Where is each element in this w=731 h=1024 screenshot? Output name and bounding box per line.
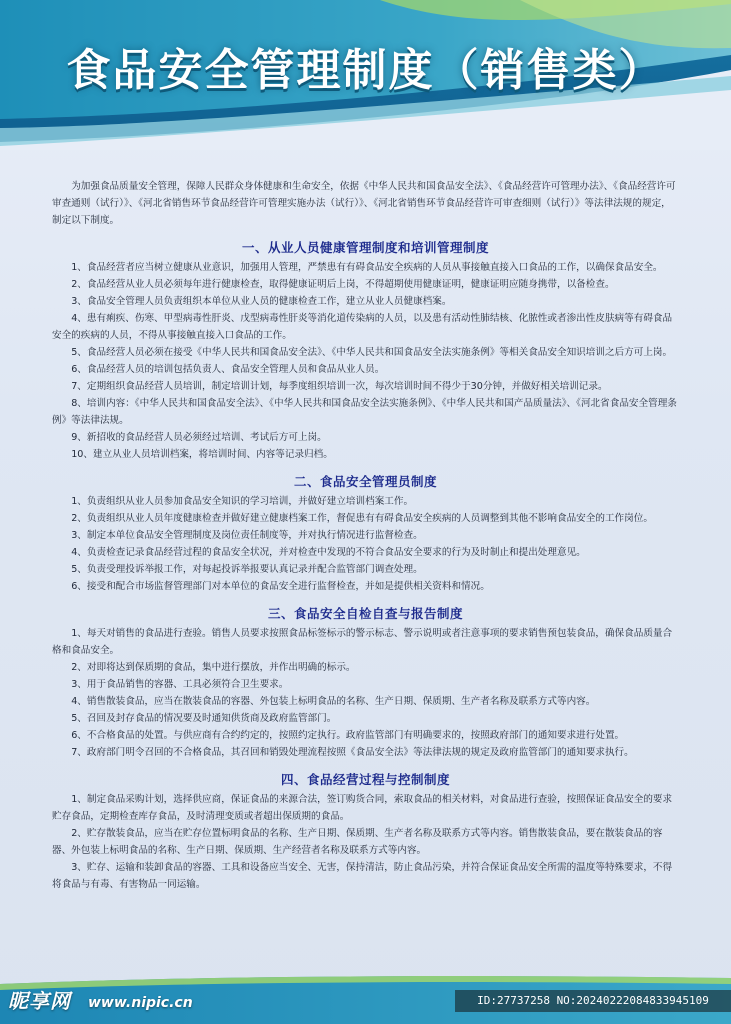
- section-2: [52, 473, 679, 595]
- section-heading: 四、食品经营过程与控制制度: [280, 772, 450, 787]
- section-item: 2、食品经营从业人员必须每年进行健康检查，取得健康证明后上岗，不得超期使用健康证明，健康证明应随身携带，以备检查。: [71, 279, 615, 290]
- section-item: 2、负责组织从业人员年度健康检查并做好建立健康档案工作，督促患有有碍食品安全疾病的人员调整到其他不影响食品安全的工作岗位。: [71, 513, 653, 524]
- section-item: 7、政府部门明令召回的不合格食品，其召回和销毁处理流程按照《食品安全法》等法律法规的规定及政府监管部门的通知要求执行。: [71, 747, 634, 758]
- header-banner: [0, 0, 731, 150]
- section-item: 1、制定食品采购计划，选择供应商，保证食品的来源合法，签订购货合同，索取食品的相关材料，对食品进行查验，按照保证食品安全的要求贮存食品，定期检查库存食品，及时清理变质或者超出保质期的食品。: [52, 794, 673, 822]
- section-3: [52, 605, 679, 761]
- watermark-id: ID:27737258 NO:20240222084833945109: [455, 990, 731, 1012]
- section-1: [52, 239, 679, 463]
- document-body: [52, 178, 679, 893]
- section-item: 3、用于食品销售的容器、工具必须符合卫生要求。: [71, 679, 289, 690]
- section-item: 4、患有痢疾、伤寒、甲型病毒性肝炎、戊型病毒性肝炎等消化道传染病的人员，以及患有活动性肺结核、化脓性或者渗出性皮肤病等有碍食品安全的疾病的人员，不得从事接触直接入口食品的工作。: [52, 313, 673, 341]
- footer-banner: [0, 964, 731, 1024]
- section-4: [52, 771, 679, 893]
- section-item: 1、每天对销售的食品进行查验。销售人员要求按照食品标签标示的警示标志、警示说明或者注意事项的要求销售预包装食品，确保食品质量合格和食品安全。: [52, 628, 673, 656]
- section-heading: 一、从业人员健康管理制度和培训管理制度: [241, 240, 489, 255]
- section-item: 4、销售散装食品，应当在散装食品的容器、外包装上标明食品的名称、生产日期、保质期、生产者名称及联系方式等内容。: [71, 696, 596, 707]
- section-item: 10、建立从业人员培训档案，将培训时间、内容等记录归档。: [71, 449, 333, 460]
- watermark-url: www.nipic.cn: [88, 995, 193, 1011]
- section-heading: 三、食品安全自检自查与报告制度: [267, 606, 463, 621]
- section-item: 1、负责组织从业人员参加食品安全知识的学习培训，并做好建立培训档案工作。: [71, 496, 414, 507]
- section-item: 5、负责受理投诉举报工作，对每起投诉举报要认真记录并配合监管部门调查处理。: [71, 564, 423, 575]
- section-item: 9、新招收的食品经营人员必须经过培训、考试后方可上岗。: [71, 432, 327, 443]
- section-item: 2、贮存散装食品，应当在贮存位置标明食品的名称、生产日期、保质期、生产者名称及联系方式等内容。销售散装食品，要在散装食品的容器、外包装上标明食品的名称、生产日期、保质期、生产经营者名称及联系方式等内容。: [52, 828, 663, 856]
- section-item: 6、不合格食品的处置。与供应商有合约约定的，按照约定执行。政府监管部门有明确要求的，按照政府部门的通知要求进行处置。: [71, 730, 625, 741]
- section-item: 3、制定本单位食品安全管理制度及岗位责任制度等，并对执行情况进行监督检查。: [71, 530, 423, 541]
- section-item: 6、食品经营人员的培训包括负责人、食品安全管理人员和食品从业人员。: [71, 364, 385, 375]
- section-item: 3、食品安全管理人员负责组织本单位从业人员的健康检查工作，建立从业人员健康档案。: [71, 296, 452, 307]
- section-item: 5、召回及封存食品的情况要及时通知供货商及政府监管部门。: [71, 713, 337, 724]
- section-heading: 二、食品安全管理员制度: [293, 474, 437, 489]
- section-item: 6、接受和配合市场监督管理部门对本单位的食品安全进行监督检查，并如是提供相关资料和情况。: [71, 581, 490, 592]
- section-item: 5、食品经营人员必须在接受《中华人民共和国食品安全法》、《中华人民共和国食品安全法实施条例》等相关食品安全知识培训之后方可上岗。: [71, 347, 673, 358]
- intro-paragraph: 为加强食品质量安全管理，保障人民群众身体健康和生命安全，依据《中华人民共和国食品安全法》、《食品经营许可管理办法》、《食品经营许可审查通则（试行）》、《河北省销售环节食品经营许可管理实施办法（试行）》、《河北省销售环节食品经营许可审查细则（试行）》等法律法规的规定，制定以下制度。: [52, 181, 676, 226]
- section-item: 8、培训内容：《中华人民共和国食品安全法》、《中华人民共和国食品安全法实施条例》、《中华人民共和国产品质量法》、《河北省食品安全管理条例》等法律法规。: [52, 398, 677, 426]
- section-item: 7、定期组织食品经营人员培训，制定培训计划，每季度组织培训一次，每次培训时间不得少于30分钟，并做好相关培训记录。: [71, 381, 608, 392]
- section-item: 1、食品经营者应当树立健康从业意识，加强用人管理，严禁患有有碍食品安全疾病的人员从事接触直接入口食品的工作，以确保食品安全。: [71, 262, 663, 273]
- section-item: 3、贮存、运输和装卸食品的容器、工具和设备应当安全、无害，保持清洁，防止食品污染，并符合保证食品安全所需的温度等特殊要求，不得将食品与有毒、有害物品一同运输。: [52, 862, 673, 890]
- section-item: 2、对即将达到保质期的食品，集中进行摆放，并作出明确的标示。: [71, 662, 356, 673]
- section-item: 4、负责检查记录食品经营过程的食品安全状况，并对检查中发现的不符合食品安全要求的行为及时制止和提出处理意见。: [71, 547, 586, 558]
- page-title: 食品安全管理制度（销售类）: [66, 45, 665, 96]
- watermark-logo: 昵享网: [8, 989, 71, 1013]
